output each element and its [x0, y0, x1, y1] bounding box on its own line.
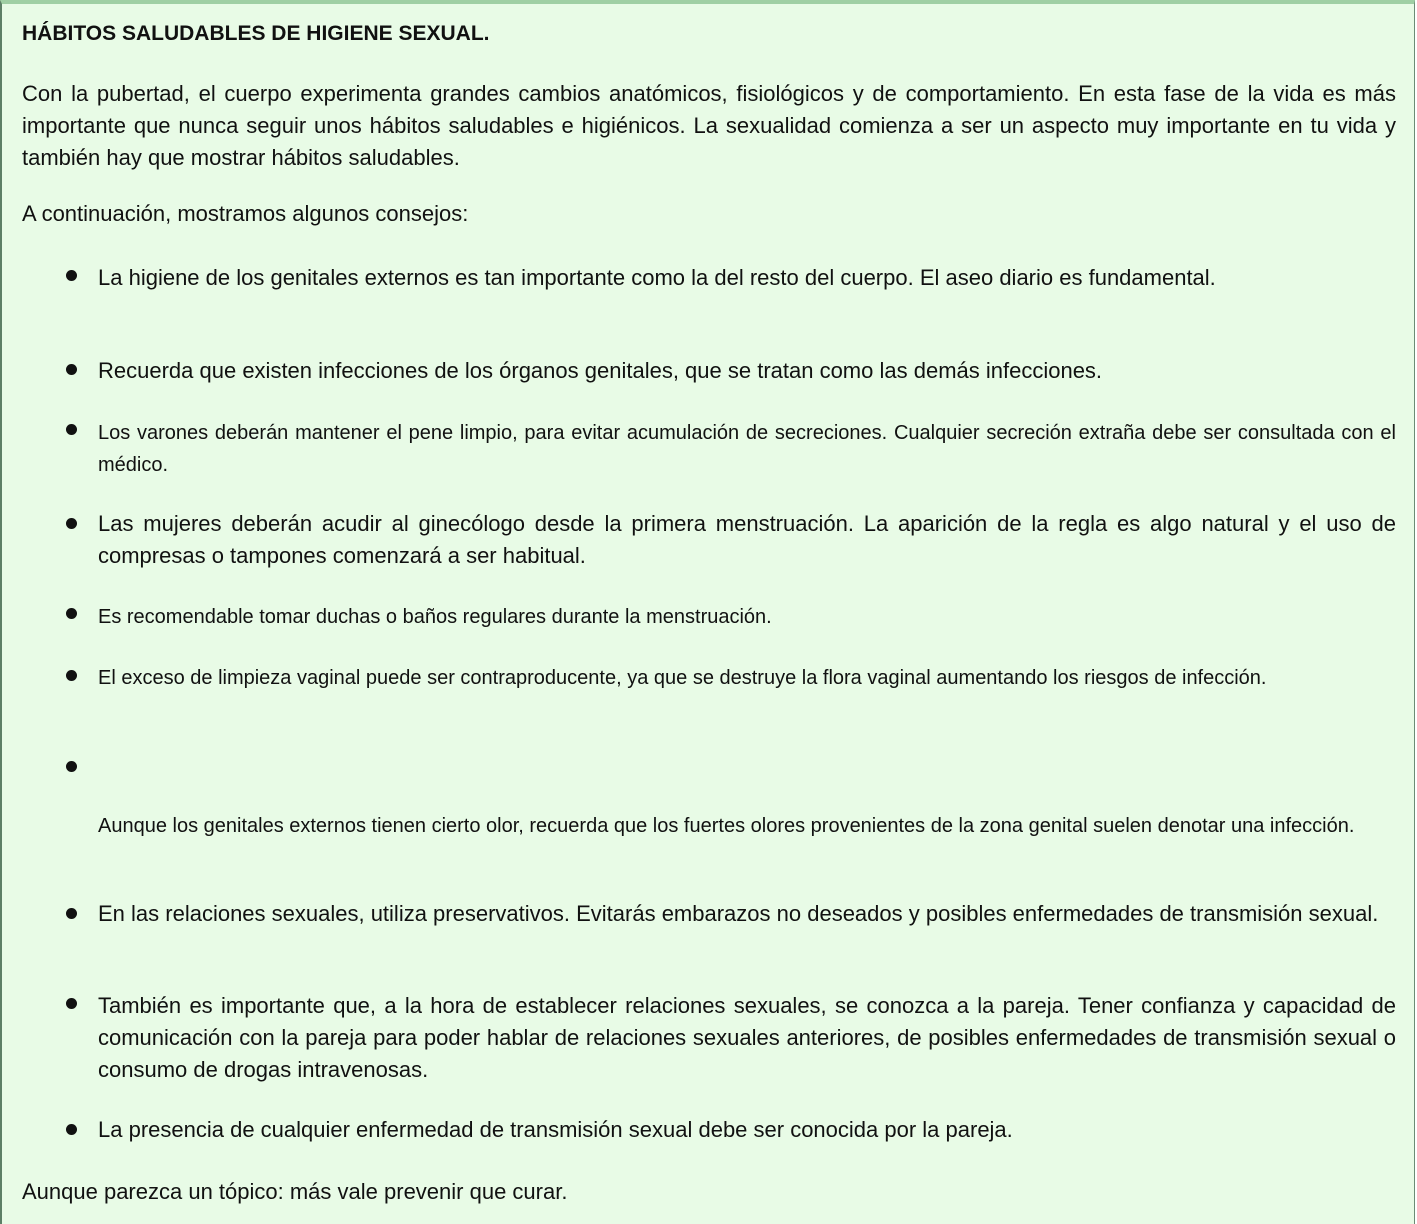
list-item: El exceso de limpieza vaginal puede ser contraproducente, ya que se destruye la flora vaginal aumentando los riesgos de infección.: [98, 667, 1267, 689]
bullet-icon: [66, 908, 77, 919]
list-item: Los varones deberán mantener el pene limpio, para evitar acumulación de secreciones. Cualquier secreción extraña debe ser consultada con el médico.: [98, 422, 1396, 476]
bullet-icon: [66, 270, 77, 281]
bullet-icon: [66, 670, 77, 681]
bullet-icon: [66, 608, 77, 619]
intro-paragraph: Con la pubertad, el cuerpo experimenta grandes cambios anatómicos, fisiológicos y de comportamiento. En esta fase de la vida es más importante que nunca seguir unos hábitos saludables e higiénicos. La sexualidad comienza a ser un aspecto muy importante en tu vida y también hay que mostrar hábitos saludables.: [22, 81, 1396, 170]
list-item: Las mujeres deberán acudir al ginecólogo desde la primera menstruación. La aparición de la regla es algo natural y el uso de compresas o tampones comenzará a ser habitual.: [98, 511, 1396, 568]
list-item: La presencia de cualquier enfermedad de transmisión sexual debe ser conocida por la pareja.: [98, 1117, 1013, 1142]
bullet-icon: [66, 424, 77, 435]
list-item: También es importante que, a la hora de establecer relaciones sexuales, se conozca a la pareja. Tener confianza y capacidad de comunicación con la pareja para poder hablar de relaciones sexuales anteriores, de posibles enfermedades de transmisión sexual o consumo de drogas intravenosas.: [98, 993, 1396, 1082]
list-item: Es recomendable tomar duchas o baños regulares durante la menstruación.: [98, 606, 772, 628]
list-item: En las relaciones sexuales, utiliza preservativos. Evitarás embarazos no deseados y posibles enfermedades de transmisión sexual.: [98, 901, 1379, 926]
page-title: HÁBITOS SALUDABLES DE HIGIENE SEXUAL.: [22, 22, 490, 45]
bullet-icon: [66, 1124, 77, 1135]
list-item: La higiene de los genitales externos es tan importante como la del resto del cuerpo. El aseo diario es fundamental.: [98, 265, 1216, 290]
bullet-icon: [66, 518, 77, 529]
bullet-icon: [66, 761, 77, 772]
list-item: Recuerda que existen infecciones de los órganos genitales, que se tratan como las demás infecciones.: [98, 358, 1103, 383]
bullet-icon: [66, 364, 77, 375]
lead-paragraph: A continuación, mostramos algunos consejos:: [22, 201, 469, 226]
list-item: Aunque los genitales externos tienen cierto olor, recuerda que los fuertes olores provenientes de la zona genital suelen denotar una infección.: [98, 815, 1355, 837]
bullet-icon: [66, 998, 77, 1009]
closing-paragraph: Aunque parezca un tópico: más vale prevenir que curar.: [22, 1179, 568, 1204]
